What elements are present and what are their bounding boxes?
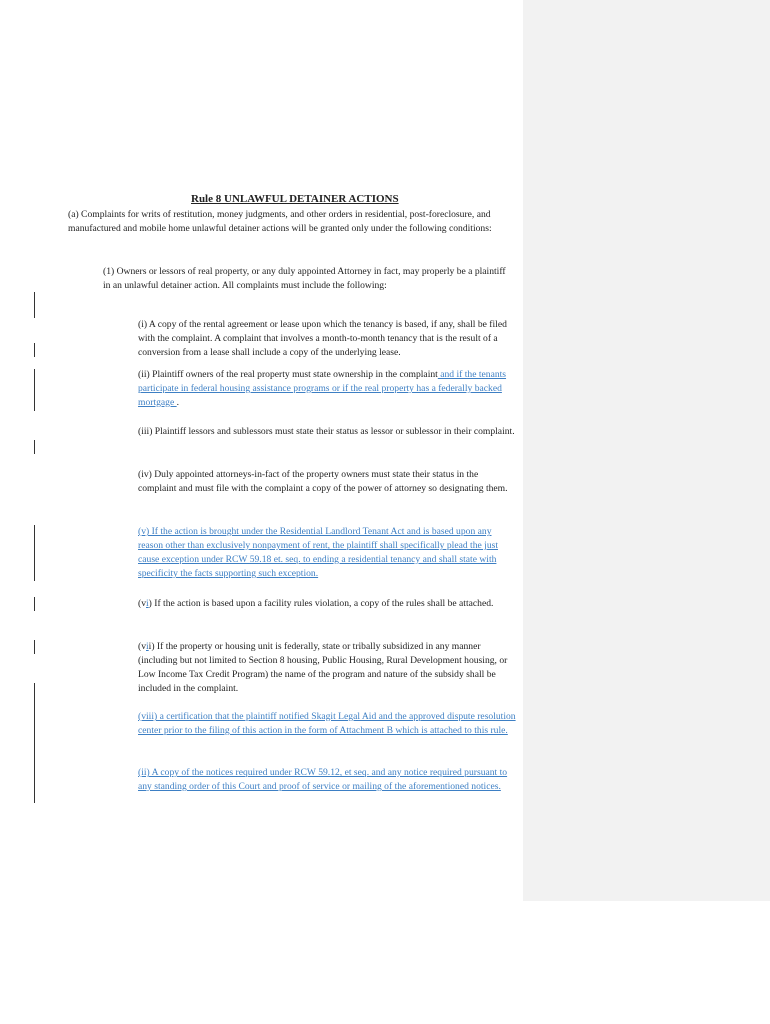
item-ix-inserted-paragraph: (ii) A copy of the notices required under RCW 59.12, et seq. and any notice required pursuant to any standing order of this Court and proof of service or mailing of the aforementioned notices. — [138, 767, 508, 792]
intro-paragraph: (a) Complaints for writs of restitution, money judgments, and other orders in residential, post-foreclosure, and manufactured and mobile home unlawful detainer actions will be granted only under the following conditions: — [68, 209, 492, 234]
item-vi-prefix: (v — [138, 598, 146, 609]
inserted-text: i — [146, 641, 149, 652]
item-vii-paragraph — [138, 640, 516, 696]
item-ii-text: (ii) Plaintiff owners of the real property must state ownership in the complaint — [138, 369, 438, 380]
item-vi-paragraph — [138, 597, 516, 611]
item-viii-inserted-paragraph: (viii) a certification that the plaintiff notified Skagit Legal Aid and the approved dispute resolution center prior to the filing of this action in the form of Attachment B which is attached to this rule. — [138, 711, 516, 736]
item-iv-paragraph: (iv) Duly appointed attorneys-in-fact of the property owners must state their status in the complaint and must file with the complaint a copy of the power of attorney so designating them. — [138, 469, 508, 494]
item-vi-text: ) If the action is based upon a facility rules violation, a copy of the rules shall be attached. — [148, 598, 494, 609]
rule-title: Rule 8 UNLAWFUL DETAINER ACTIONS — [191, 193, 399, 205]
change-bar — [34, 440, 35, 454]
inserted-text: i — [146, 598, 149, 609]
item-ii-paragraph — [138, 368, 516, 410]
comments-pane — [523, 0, 770, 901]
change-bar — [34, 597, 35, 611]
change-bar — [34, 683, 35, 803]
change-bar — [34, 369, 35, 411]
change-bar — [34, 640, 35, 654]
change-bar — [34, 525, 35, 581]
item-vii-prefix: (v — [138, 641, 146, 652]
inserted-text: and if the tenants participate in federal housing assistance programs or if the real property has a federally backed mortgage — [138, 369, 507, 408]
change-bar — [34, 343, 35, 357]
item-iii-paragraph: (iii) Plaintiff lessors and sublessors must state their status as lessor or sublessor in their complaint. — [138, 426, 515, 437]
item-i-paragraph: (i) A copy of the rental agreement or lease upon which the tenancy is based, if any, shall be filed with the complaint. A complaint that involves a month-to-month tenancy that is the result of a conversion from a lease shall include a copy of the underlying lease. — [138, 319, 507, 358]
condition-1-paragraph: (1) Owners or lessors of real property, or any duly appointed Attorney in fact, may properly be a plaintiff in an unlawful detainer action. All complaints must include the following: — [103, 266, 506, 291]
item-v-inserted-paragraph: (v) If the action is brought under the Residential Landlord Tenant Act and is based upon any reason other than exclusively nonpayment of rent, the plaintiff shall specifically plead the just cause exception under RCW 59.18 et. seq. to ending a residential tenancy and shall state with specificity the facts supporting such exception. — [138, 526, 499, 579]
change-bar — [34, 292, 35, 318]
item-vii-text: i) If the property or housing unit is federally, state or tribally subsidized in any manner (including but not limited to Section 8 housing, Public Housing, Rural Development housing, or Low Income Tax Credit Program) the name of the program and nature of the subsidy shall be included in the complaint. — [138, 641, 508, 694]
item-ii-tail: . — [176, 397, 180, 408]
